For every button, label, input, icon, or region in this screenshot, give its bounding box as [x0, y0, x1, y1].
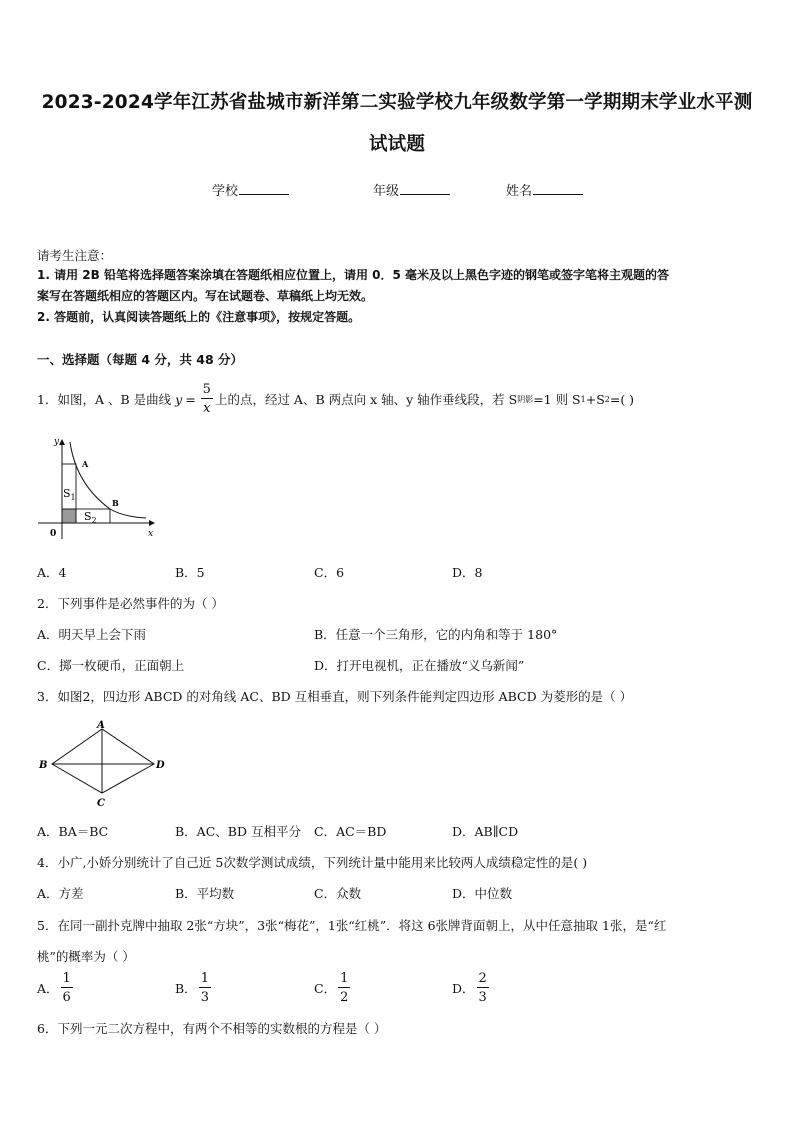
q5-option-c-label: C． — [314, 981, 337, 996]
vertex-b-label: B — [39, 760, 48, 771]
shaded-rect — [62, 509, 76, 523]
q2-option-d[interactable]: D．打开电视机，正在播放“义乌新闻” — [314, 658, 525, 673]
q3-option-b[interactable]: B．AC、BD 互相平分 — [175, 824, 301, 839]
q5-a-num: 1 — [62, 971, 71, 986]
q5-d-den: 3 — [478, 990, 487, 1005]
q1-figure — [34, 434, 164, 544]
q5-option-b-label: B． — [175, 981, 197, 996]
q5-option-c-fraction — [338, 972, 350, 1004]
q1-sub-shadow: 阴影 — [517, 394, 534, 404]
name-label: 姓名 — [506, 184, 533, 199]
q1-frac-num: 5 — [202, 382, 211, 397]
grade-field — [373, 180, 450, 199]
section-heading: 一、选择题（每题 4 分，共 48 分） — [37, 352, 244, 367]
q1-stem-post: 上的点，经过 A、B 两点向 x 轴、y 轴作垂线段，若 S — [214, 392, 518, 407]
q2-option-b[interactable]: B．任意一个三角形，它的内角和等于 180° — [314, 627, 558, 642]
q3-figure — [36, 720, 172, 810]
q4-option-a[interactable]: A．方差 — [37, 886, 84, 901]
s2-label: $S_2$ — [84, 510, 97, 525]
s1-label: $S_1$ — [63, 487, 76, 502]
hyperbola-curve — [70, 442, 146, 518]
origin-label: 0 — [50, 529, 57, 539]
rhombus-shape — [52, 729, 154, 793]
name-field — [506, 180, 583, 199]
q5-option-b-fraction — [199, 972, 211, 1004]
q1-sub-2: 2 — [604, 394, 610, 404]
q4-stem: 4．小广,小娇分别统计了自己近 5次数学测试成绩，下列统计量中能用来比较两人成绩稳定性的是( ) — [37, 855, 588, 870]
q1-plus: +S — [585, 391, 605, 407]
school-label: 学校 — [212, 184, 239, 199]
q1-sub-1: 1 — [580, 394, 586, 404]
q1-end: =( ) — [609, 391, 635, 407]
q5-option-c[interactable] — [314, 972, 352, 1004]
q5-b-num: 1 — [200, 971, 209, 986]
q1-stem — [37, 383, 634, 415]
q4-option-b[interactable]: B．平均数 — [175, 886, 235, 901]
q6-stem: 6．下列一元二次方程中，有两个不相等的实数根的方程是（ ） — [37, 1021, 387, 1036]
q1-option-d[interactable]: D．8 — [452, 565, 483, 580]
q1-frac-den: x — [203, 401, 211, 416]
notice-heading: 请考生注意： — [37, 248, 113, 263]
q3-option-a[interactable]: A．BA＝BC — [37, 824, 109, 839]
q2-option-c[interactable]: C．掷一枚硬币，正面朝上 — [37, 658, 185, 673]
q5-option-a-label: A． — [37, 981, 59, 996]
notice-line-2: 案写在答题纸相应的答题区内。写在试题卷、草稿纸上均无效。 — [37, 289, 374, 303]
q5-option-a[interactable] — [37, 972, 75, 1004]
q1-stem-pre: 1．如图，A 、B 是曲线 — [37, 392, 172, 407]
grade-label: 年级 — [373, 184, 400, 199]
notice-line-1: 1. 请用 2B 铅笔将选择题答案涂填在答题纸相应位置上，请用 0．5 毫米及以上黑色字迹的钢笔或签字笔将主观题的答 — [37, 268, 669, 282]
point-b-label: B — [112, 498, 119, 508]
q3-option-d[interactable]: D．AB∥CD — [452, 824, 519, 839]
q1-option-a[interactable]: A．4 — [37, 565, 67, 580]
name-blank — [533, 182, 583, 195]
q4-option-c[interactable]: C．众数 — [314, 886, 362, 901]
fig1-y-label: y — [54, 437, 60, 447]
fig1-x-label: x — [148, 529, 154, 539]
q5-option-d-label: D． — [452, 981, 475, 996]
notice-line-3: 2. 答题前，认真阅读答题纸上的《注意事项》，按规定答题。 — [37, 310, 361, 324]
q5-option-d[interactable] — [452, 972, 491, 1004]
vertex-c-label: C — [97, 798, 105, 809]
grade-blank — [400, 182, 450, 195]
q5-d-num: 2 — [478, 971, 487, 986]
q4-option-d[interactable]: D．中位数 — [452, 886, 513, 901]
q5-stem-line1: 5．在同一副扑克牌中抽取 2张“方块”，3张“梅花”，1张“红桃”．将这 6张牌背面朝上，从中任意抽取 1张，是“红 — [37, 918, 667, 933]
q5-option-d-fraction — [477, 972, 489, 1004]
q1-y: y — [175, 391, 183, 407]
q2-stem: 2．下列事件是必然事件的为（ ） — [37, 596, 224, 611]
q3-option-c[interactable]: C．AC＝BD — [314, 824, 387, 839]
point-a-label: A — [82, 459, 89, 469]
q1-stem-post2: =1 则 S — [533, 392, 581, 407]
q5-c-den: 2 — [340, 990, 349, 1005]
q2-option-a[interactable]: A．明天早上会下雨 — [37, 627, 147, 642]
q5-option-b[interactable] — [175, 972, 213, 1004]
exam-title-line1: 2023-2024学年江苏省盐城市新洋第二实验学校九年级数学第一学期期末学业水平测 — [41, 92, 753, 113]
school-blank — [239, 182, 289, 195]
school-field — [212, 180, 289, 199]
q1-option-b[interactable]: B．5 — [175, 565, 205, 580]
q5-b-den: 3 — [200, 990, 209, 1005]
q1-fraction — [201, 383, 213, 415]
q3-stem: 3．如图2，四边形 ABCD 的对角线 AC、BD 互相垂直，则下列条件能判定四边形 ABCD 为菱形的是（ ） — [37, 689, 633, 704]
vertex-d-label: D — [156, 760, 165, 771]
q1-option-c[interactable]: C．6 — [314, 565, 345, 580]
q5-option-a-fraction — [61, 972, 73, 1004]
q5-c-num: 1 — [340, 971, 349, 986]
q5-a-den: 6 — [62, 990, 71, 1005]
q5-stem-line2: 桃”的概率为（ ） — [37, 949, 135, 964]
vertex-a-label: A — [97, 720, 105, 731]
q1-eq: = — [185, 391, 196, 407]
exam-title-line2: 试试题 — [368, 134, 426, 155]
